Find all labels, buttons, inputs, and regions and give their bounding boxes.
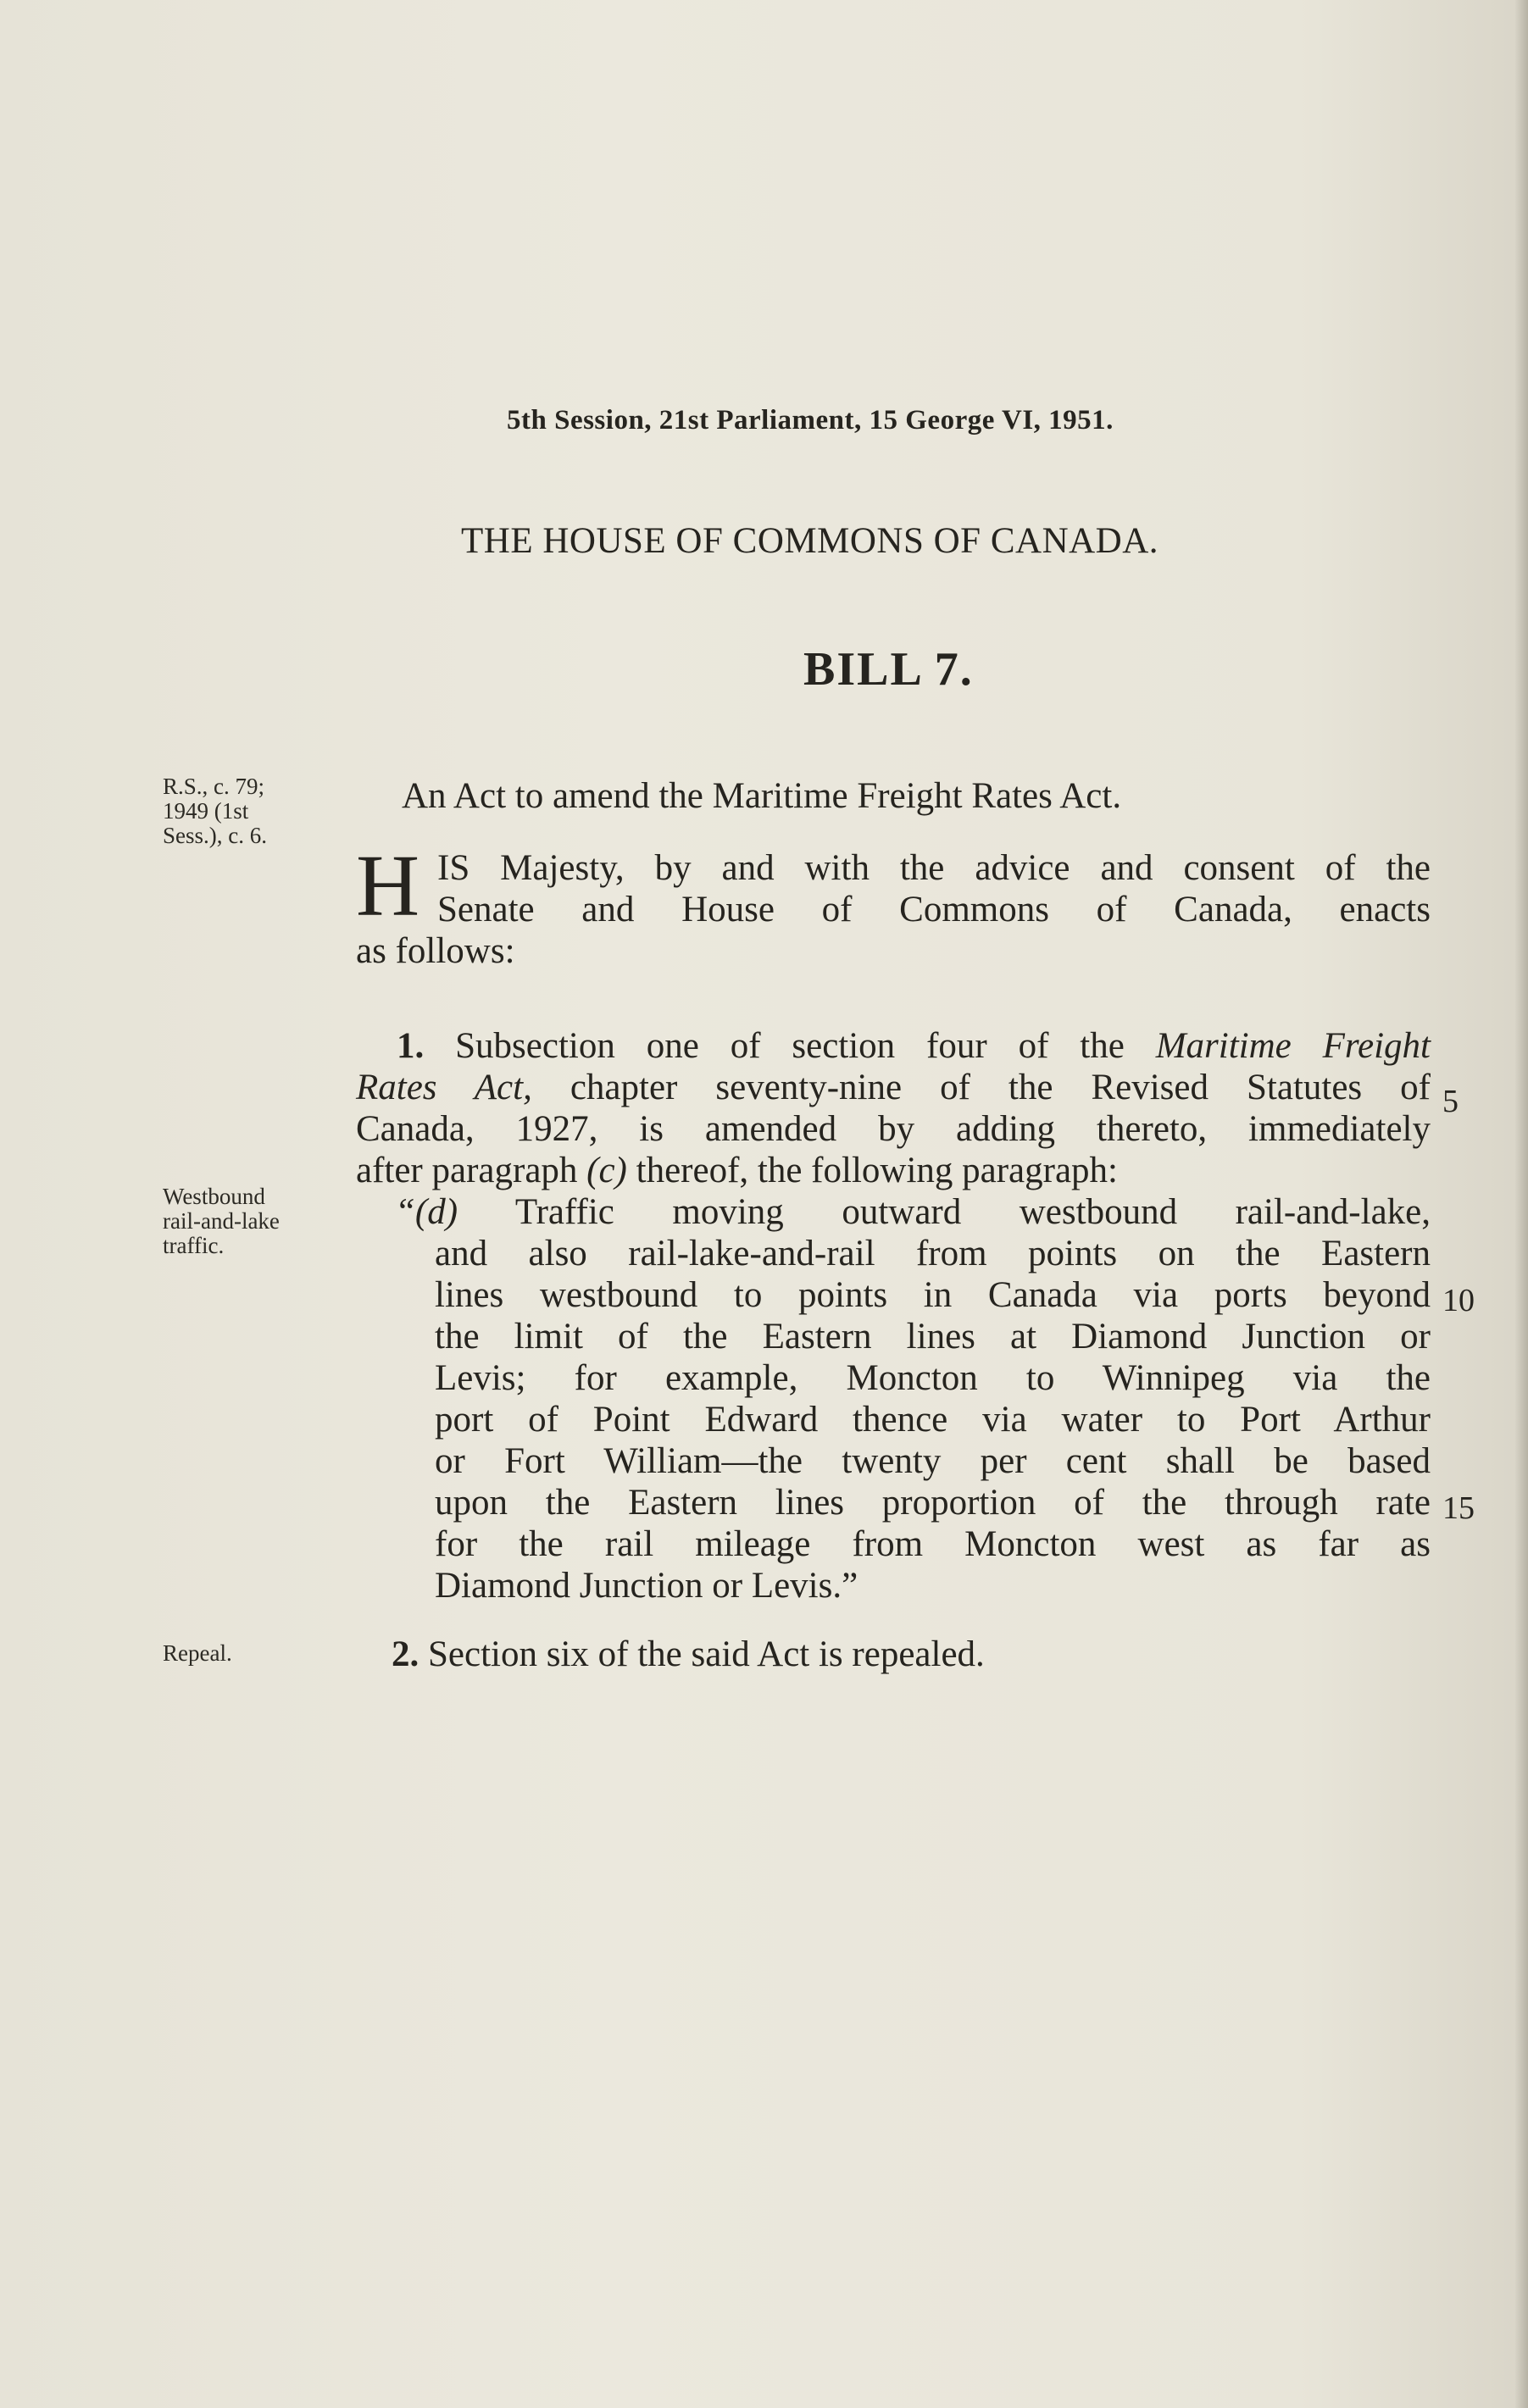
section-1-line-1: 1. Subsection one of section four of the Maritime Freight <box>397 1026 1431 1066</box>
paragraph-d-line-10: Diamond Junction or Levis.” <box>435 1566 858 1606</box>
margin-note-repeal: Repeal. <box>163 1640 232 1666</box>
paragraph-d-label: “(d) <box>395 1192 458 1232</box>
act-title-line: An Act to amend the Maritime Freight Rates Act. <box>402 776 1122 816</box>
bill-title: BILL 7. <box>803 643 974 696</box>
paragraph-d-line-9: for the rail mileage from Moncton west as far as <box>435 1524 1431 1564</box>
enacting-line-3: as follows: <box>356 931 515 971</box>
section-1-line-3: Canada, 1927, is amended by adding thereto, immediately <box>356 1109 1431 1149</box>
paragraph-d-line-7: or Fort William—the twenty per cent shall be based <box>435 1441 1431 1481</box>
paragraph-d-line-8: upon the Eastern lines proportion of the through rate <box>435 1483 1431 1523</box>
paragraph-d-line-1: “(d) Traffic moving outward westbound rail-and-lake, <box>395 1192 1431 1232</box>
line-number-5: 5 <box>1442 1084 1459 1119</box>
paragraph-d-line-4: the limit of the Eastern lines at Diamond Junction or <box>435 1317 1431 1357</box>
margin-note-citation: R.S., c. 79; 1949 (1st Sess.), c. 6. <box>163 774 267 848</box>
enacting-line-1: IS Majesty, by and with the advice and consent of the <box>437 848 1431 888</box>
paragraph-d-line-6: port of Point Edward thence via water to Port Arthur <box>435 1400 1431 1440</box>
line-number-10: 10 <box>1442 1283 1475 1318</box>
page-edge-shadow <box>1514 0 1528 2408</box>
paragraph-d-line-3: lines westbound to points in Canada via ports beyond <box>435 1275 1431 1315</box>
margin-note-westbound: Westbound rail-and-lake traffic. <box>163 1184 280 1258</box>
section-1 <box>356 1025 1431 1606</box>
session-header: 5th Session, 21st Parliament, 15 George VI, 1951. <box>507 405 1114 436</box>
paragraph-d-line-5: Levis; for example, Moncton to Winnipeg via the <box>435 1358 1431 1398</box>
drop-cap: H <box>356 837 420 935</box>
line-number-15: 15 <box>1442 1490 1475 1526</box>
section-2 <box>356 1634 1431 1675</box>
house-title: THE HOUSE OF COMMONS OF CANADA. <box>461 521 1159 561</box>
paragraph-d-line-2: and also rail-lake-and-rail from points on the Eastern <box>435 1234 1431 1273</box>
section-1-line-2: Rates Act, chapter seventy-nine of the Revised Statutes of <box>356 1068 1431 1107</box>
section-1-number: 1. <box>397 1026 425 1066</box>
section-2-number: 2. <box>392 1634 420 1674</box>
enacting-clause <box>356 837 1431 972</box>
section-1-line-4: after paragraph (c) thereof, the following paragraph: <box>356 1151 1118 1190</box>
section-2-line: 2. Section six of the said Act is repealed. <box>392 1634 985 1674</box>
enacting-line-2: Senate and House of Commons of Canada, enacts <box>437 890 1431 929</box>
